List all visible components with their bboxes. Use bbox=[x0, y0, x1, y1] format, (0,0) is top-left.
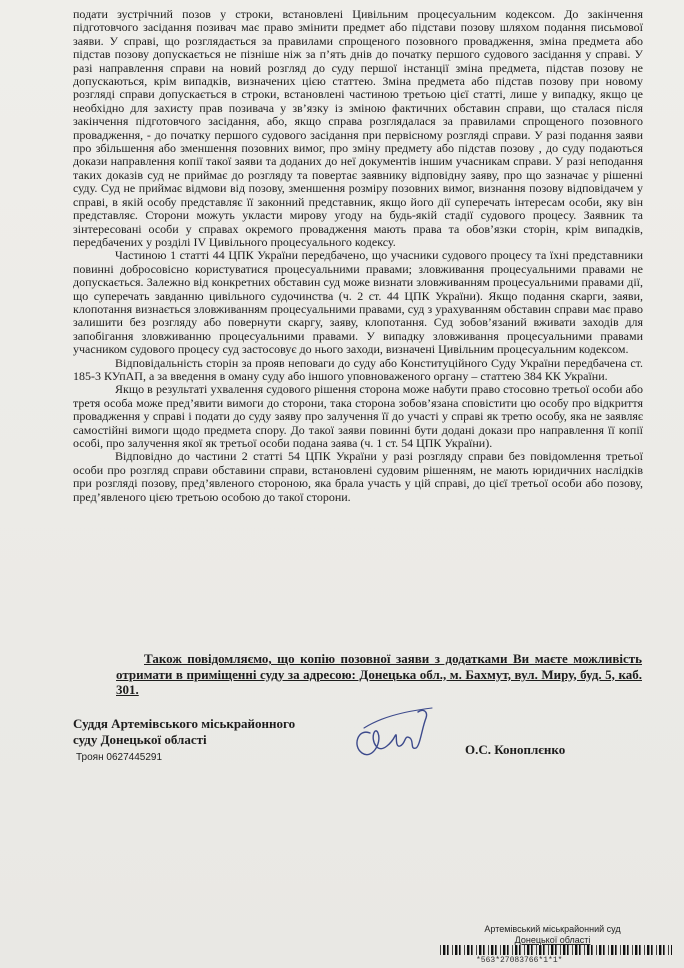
stamp-line-2: Донецької області bbox=[514, 935, 591, 945]
barcode-number: *563*27083766*1*1* bbox=[476, 956, 563, 965]
document-body bbox=[73, 8, 643, 504]
handwritten-signature bbox=[340, 698, 440, 768]
notice-paragraph: Також повідомляємо, що копію позовної заяви з додатками Ви маєте можливість отримати в приміщенні суду за адресою: Донецька обл., м. Бахмут, вул. Миру, буд. 5, каб. 301. bbox=[116, 651, 642, 697]
paragraph-1: подати зустрічний позов у строки, встановлені Цивільним процесуальним кодексом. До закінчення підготовчого засідання позивач має право змінити предмет або підстави позову шляхом подання письмової заяви. У справі, що розглядається за правилами спрощеного позовного провадження, зміна предмета або підстав позову допускається не пізніше ніж за п’ять днів до початку першого судового засідання у справі. У разі направлення справи на новий розгляд до суду першої інстанції зміна предмета, підстав позову не допускаються, крім випадків, визначених цією статтею. Зміна предмета або підстав позову при новому розгляді справи допускається в строки, встановлені частиною третьою цієї статті, лише у випадку, якщо це необхідно для захисту прав позивача у зв’язку із зміною фактичних обставин справи, що сталася після закінчення підготовчого засідання, або, якщо справа розглядалася за правилами спрощеного позовного провадження, - до початку першого судового засідання при первісному розгляді справи. У разі подання заяви про збільшення або зменшення позовних вимог, про зміну предмету або підстав позову , до суду подаються докази направлення копії такої заяви та доданих до неї документів іншим учасникам справи. У разі неподання таких доказів суд не приймає до розгляду та повертає заявнику відповідну заяву, про що зазначає у рішенні суду. Суд не приймає відмови від позову, зменшення розміру позовних вимог, визнання позову відповідачем у справі, в якій особу представляє її законний представник, якщо його дії суперечать інтересам особи, яку він представляє. Сторони можуть укласти мирову угоду на будь-якій стадії судового процесу. Заявник та зінтересовані особи у справах окремого провадження мають права та обов’язки сторін, крім випадків, передбачених у розділі IV Цивільного процесуального кодексу. bbox=[73, 7, 643, 249]
paragraph-3: Відповідальність сторін за прояв неповаги до суду або Конституційного Суду України передбачена ст. 185-3 КУпАП, а за введення в оману суду або іншого уповноваженого органу – статтею 384 КК України. bbox=[73, 355, 643, 383]
stamp-line-1: Артемівський міськрайонний суд bbox=[484, 924, 621, 934]
judge-name: О.С. Коноплєнко bbox=[465, 742, 566, 757]
barcode bbox=[440, 945, 672, 955]
court-stamp bbox=[440, 924, 665, 946]
paragraph-2: Частиною 1 статті 44 ЦПК України передбачено, що учасники судового процесу та їхні представники повинні добросовісно користуватися процесуальними правами; зловживання процесуальними правами не допускається. Залежно від конкретних обставин суд може визнати зловживанням процесуальними правами дії, що суперечать завданню цивільного судочинства (ч. 2 ст. 44 ЦПК України). Якщо подання скарги, заяви, клопотання визнається зловживанням процесуальними правами, суд з урахуванням обставин справи має право залишити без розгляду або повернути скаргу, заяву, клопотання. Суд зобов’язаний вживати заходів для запобігання зловживанню процесуальними правами. У випадку зловживання процесуальними правами учасником судового процесу суд застосовує до нього заходи, визначені Цивільним процесуальним кодексом. bbox=[73, 248, 643, 357]
paragraph-4: Якщо в результаті ухвалення судового рішення сторона може набути право стосовно третьої особи або третя особа може пред’явити вимоги до сторони, така сторона зобов’язана сповістити цю особу про відкриття провадження у справі і подати до суду заяву про залучення її до участі у справі як третю особу, яка не заявляє самостійні вимоги щодо предмета спору. До такої заяви повинні бути додані докази про направлення її копії особі, про залучення якої як третьої особи подана заява (ч. 1 ст. 54 ЦПК України). bbox=[73, 382, 643, 450]
signature-title: Суддя Артемівського міськрайонного суду Донецької області bbox=[73, 716, 296, 747]
executor-contact: Троян 0627445291 bbox=[76, 752, 163, 763]
paragraph-5: Відповідно до частини 2 статті 54 ЦПК України у разі розгляду справи без повідомлення третьої особи про розгляд справи обставини справи, встановлені судовим рішенням, не мають юридичних наслідків при розгляді позову, пред’явленого стороною, яка брала участь у цій справі, до цієї третьої особи або позову, пред’явленого цією третьою особою до такої сторони. bbox=[73, 449, 643, 504]
